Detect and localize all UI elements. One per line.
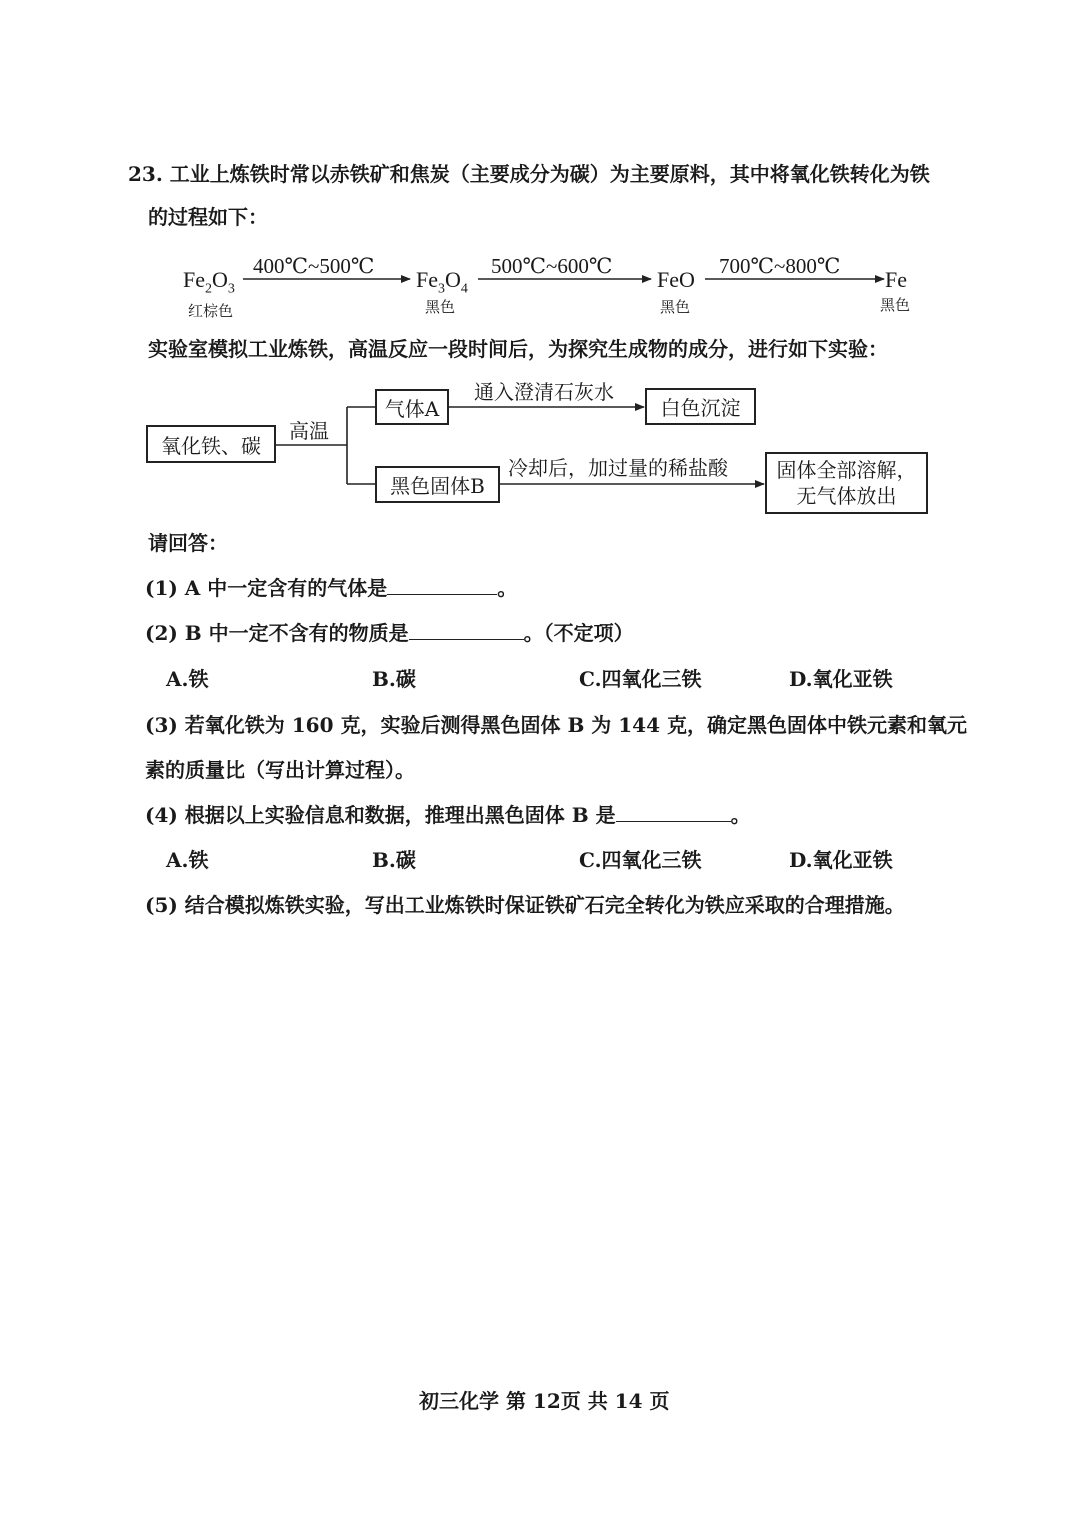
q2-answer-blank[interactable] — [409, 621, 524, 640]
heat-label: 高温 — [289, 419, 329, 443]
fe2o3-color-label: 红棕色 — [188, 302, 234, 320]
q1-answer-blank[interactable] — [387, 576, 497, 595]
white-precipitate-box: 白色沉淀 — [645, 388, 756, 425]
q2-option-a[interactable]: A.铁 — [166, 667, 209, 691]
q1-text: (1) A 中一定含有的气体是 — [145, 576, 388, 600]
q2-option-c[interactable]: C.四氧化三铁 — [579, 667, 702, 691]
q4-option-a[interactable]: A.铁 — [166, 848, 209, 872]
question-intro-line1: 23. 工业上炼铁时常以赤铁矿和焦炭（主要成分为碳）为主要原料，其中将氧化铁转化为铁 — [128, 162, 930, 186]
lab-intro: 实验室模拟工业炼铁，高温反应一段时间后，为探究生成物的成分，进行如下实验： — [148, 337, 888, 361]
fe3o4-color-label: 黑色 — [425, 298, 456, 316]
q2-option-d[interactable]: D.氧化亚铁 — [789, 667, 893, 691]
dissolve-result-box — [765, 452, 928, 514]
q4-option-b[interactable]: B.碳 — [372, 848, 416, 872]
fe-color-label: 黑色 — [880, 296, 911, 314]
q2-option-b[interactable]: B.碳 — [372, 667, 416, 691]
q2-suffix: 。（不定项） — [523, 621, 634, 645]
q4-option-d[interactable]: D.氧化亚铁 — [789, 848, 893, 872]
q4-option-c[interactable]: C.四氧化三铁 — [579, 848, 702, 872]
q2-text: (2) B 中一定不含有的物质是 — [145, 621, 409, 645]
q1-suffix: 。 — [497, 576, 518, 600]
formula-fe2o3: $Fe_2O_3$ — [183, 267, 235, 297]
solid-action-label: 冷却后，加过量的稀盐酸 — [508, 456, 728, 480]
q1 — [145, 576, 517, 600]
page-footer: 初三化学 第 12页 共 14 页 — [419, 1389, 670, 1413]
dissolve-result-line1: 固体全部溶解， — [776, 458, 917, 482]
q4-text: (4) 根据以上实验信息和数据，推理出黑色固体 B 是 — [145, 803, 616, 827]
feo-color-label: 黑色 — [660, 298, 691, 316]
formula-feo: FeO — [657, 267, 695, 292]
solid-b-box: 黑色固体B — [375, 466, 500, 503]
q3-line1: (3) 若氧化铁为 160 克，实验后测得黑色固体 B 为 144 克，确定黑色固体中铁元素和氧元 — [145, 713, 967, 737]
q2 — [145, 621, 634, 645]
step1-temperature: 400℃~500℃ — [253, 254, 375, 278]
q4 — [145, 803, 751, 827]
q3-line2: 素的质量比（写出计算过程）。 — [145, 758, 415, 782]
step2-temperature: 500℃~600℃ — [491, 254, 613, 278]
gas-action-label: 通入澄清石灰水 — [474, 380, 614, 404]
step3-temperature: 700℃~800℃ — [719, 254, 841, 278]
formula-fe3o4: $Fe_3O_4$ — [416, 267, 468, 297]
gas-a-box: 气体A — [375, 389, 449, 425]
start-box: 氧化铁、碳 — [146, 425, 276, 463]
dissolve-result-line2: 无气体放出 — [796, 484, 897, 508]
q4-suffix: 。 — [730, 803, 751, 827]
q4-answer-blank[interactable] — [616, 803, 731, 822]
q5: (5) 结合模拟炼铁实验，写出工业炼铁时保证铁矿石完全转化为铁应采取的合理措施。 — [145, 893, 905, 917]
answer-prompt: 请回答： — [148, 531, 228, 555]
question-intro-line2: 的过程如下： — [148, 205, 268, 229]
formula-fe: Fe — [885, 267, 907, 292]
